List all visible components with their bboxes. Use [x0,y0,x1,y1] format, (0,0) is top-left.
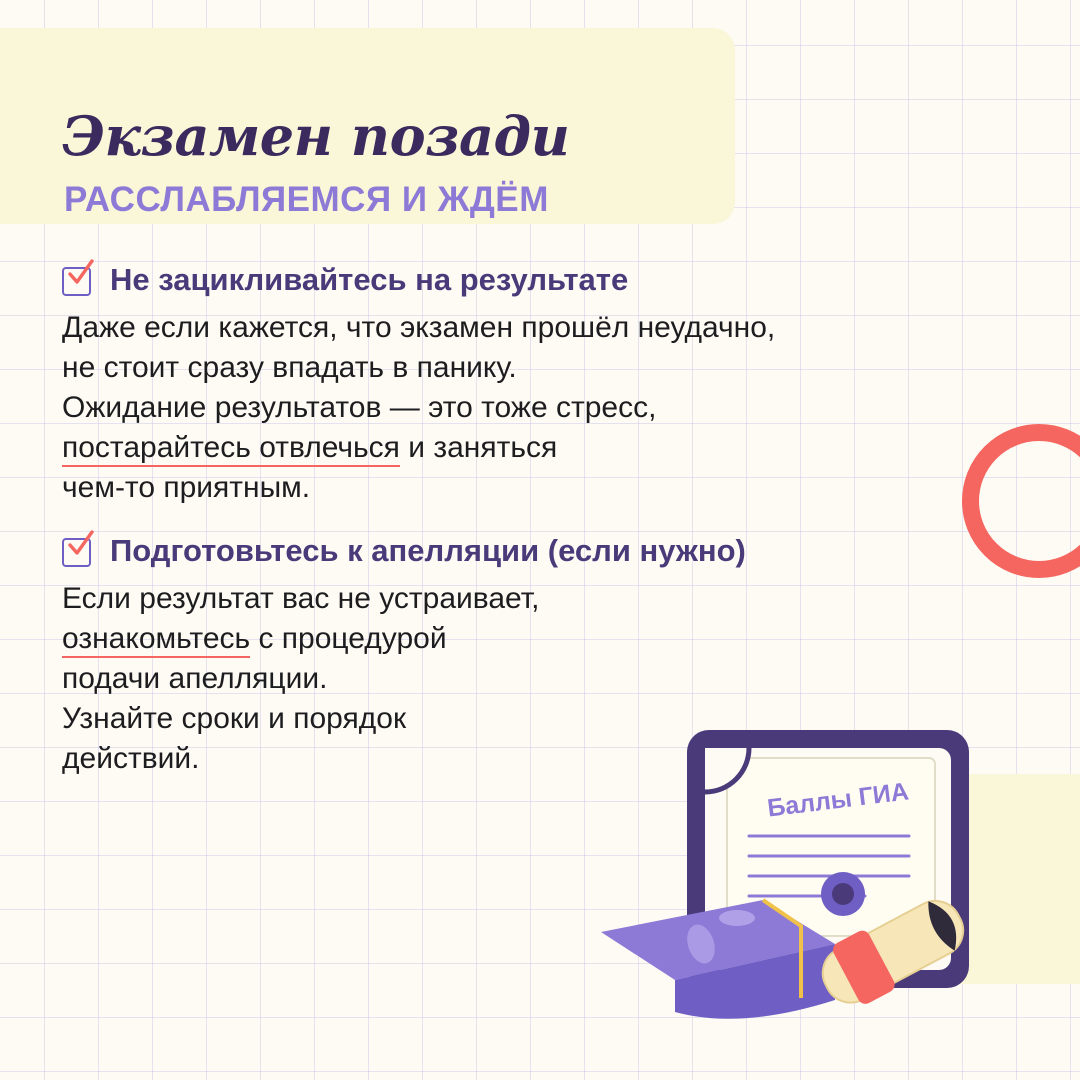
header-banner [0,28,735,224]
highlighted-phrase: ознакомьтесь [62,622,250,658]
body-line: чем-то приятным. [62,470,311,504]
diploma-label: Баллы ГИА [765,777,911,823]
body-line-tail: с процедурой [250,622,447,656]
body-line: подачи апелляции. [62,662,328,696]
body-line-with-link [62,428,992,468]
tip-block-1-body [62,308,992,507]
seal-icon [821,872,865,916]
body-line: не стоит сразу впадать в панику. [62,350,517,384]
body-line: Ожидание результатов — это тоже стресс, [62,390,657,424]
tip-block-1 [62,262,992,507]
page-title: Экзамен позади [62,104,570,168]
checkbox-checked-icon [62,536,92,566]
tip-block-2-header [62,533,992,569]
highlighted-phrase: постарайтесь отвлечься [62,431,400,467]
tip-block-1-header [62,262,992,298]
checkbox-checked-icon [62,265,92,295]
body-line: действий. [62,742,200,776]
body-line: Даже если кажется, что экзамен прошёл неудачно, [62,311,776,344]
tip-block-2-title: Подготовьтесь к апелляции (если нужно) [110,533,746,569]
body-line-with-link [62,619,992,659]
body-line: Если результат вас не устраивает, [62,582,540,616]
tip-block-1-title: Не зацикливайтесь на результате [110,262,629,297]
body-line: Узнайте сроки и порядок [62,702,407,736]
body-line-tail: и заняться [399,430,558,464]
graduation-illustration [505,712,1065,1042]
page-subtitle: РАССЛАБЛЯЕМСЯ И ЖДЁМ [64,180,549,219]
